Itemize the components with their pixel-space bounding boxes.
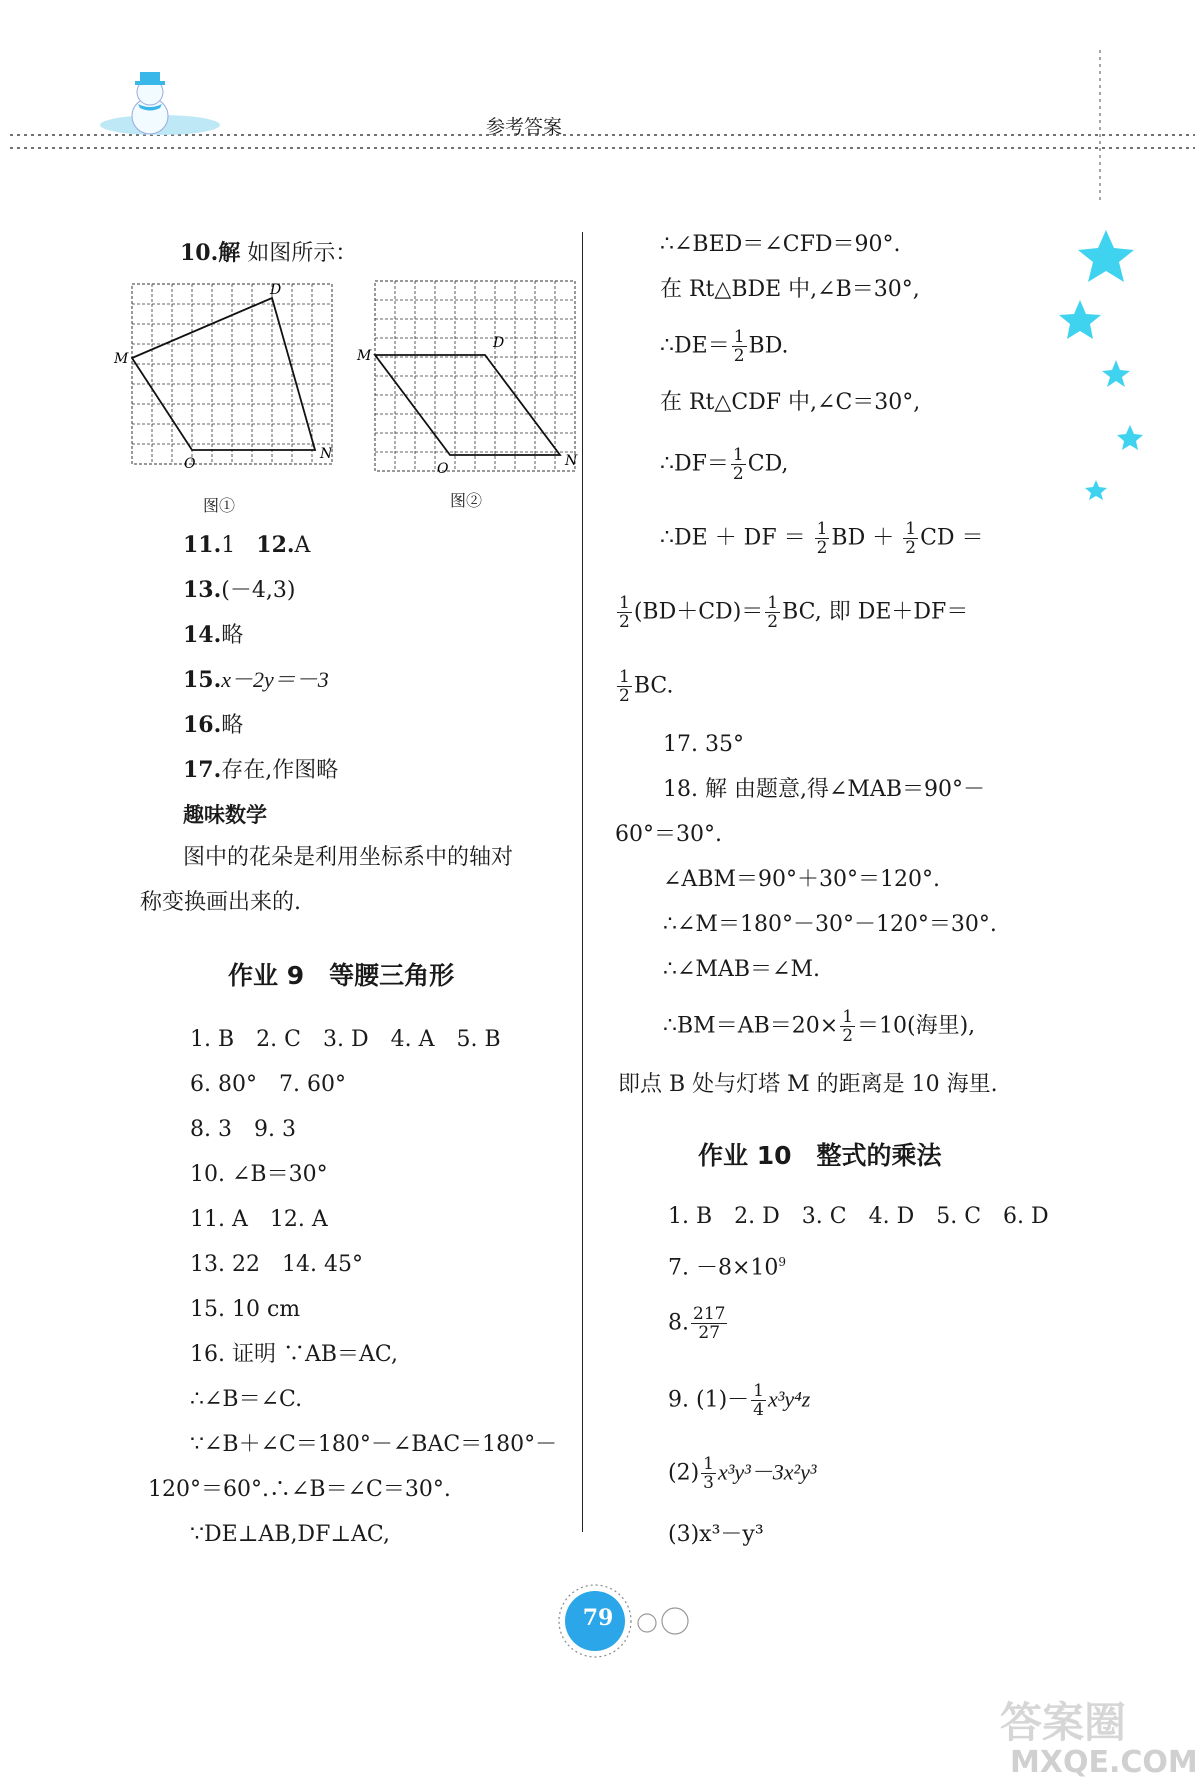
page-number: 79 <box>582 1605 614 1631</box>
hw9-row6: 13. 22 14. 45° <box>190 1252 363 1277</box>
hw9-row7: 15. 10 cm <box>190 1297 301 1322</box>
r-line4: 在 Rt△CDF 中,∠C＝30°, <box>660 390 921 415</box>
r-line7: $\frac{1}{2}$ (BD＋CD)＝ $\frac{1}{2}$ BC, 即 DE＋DF＝ <box>619 593 969 632</box>
q11-12: 11.1 12.A <box>183 532 311 558</box>
label-o: O <box>184 456 196 472</box>
fun-math-line1: 图中的花朵是利用坐标系中的轴对 <box>183 845 514 870</box>
hw9-row8: 16. 证明 ∵AB＝AC, <box>190 1342 398 1367</box>
star-icon <box>1078 230 1134 282</box>
hw10-q9-1: 9. (1)－ $\frac{1}{4}$ x³y⁴z <box>668 1381 811 1420</box>
hw10-title: 作业 10 整式的乘法 <box>698 1141 942 1170</box>
fig1-caption: 图① <box>203 496 236 515</box>
label-d: D <box>270 282 282 298</box>
hw10-row3: 8. $\frac{217}{27}$ <box>668 1304 726 1343</box>
hw9-row9: ∴∠B＝∠C. <box>190 1387 303 1412</box>
hw9-row3: 8. 3 9. 3 <box>190 1117 296 1142</box>
fig2-caption: 图② <box>450 491 483 510</box>
q13: 13.(－4,3) <box>183 577 296 603</box>
hw9-title: 作业 9 等腰三角形 <box>228 961 455 990</box>
r-q18b: 60°＝30°. <box>615 822 722 847</box>
r-line5: ∴DF＝ $\frac{1}{2}$ CD, <box>660 445 789 484</box>
r-line6: ∴DE ＋ DF ＝ $\frac{1}{2}$ BD ＋ $\frac{1}{2}$ CD ＝ <box>660 519 984 558</box>
q17: 17.存在,作图略 <box>183 757 339 783</box>
star-decoration <box>1050 230 1150 510</box>
header-title: 参考答案 <box>486 116 563 138</box>
hw10-q9-3: (3)x³－y³ <box>668 1522 764 1547</box>
star-icon <box>1085 480 1107 500</box>
watermark-logo: 答案圈 <box>1000 1698 1127 1747</box>
r-q18e: ∴∠MAB＝∠M. <box>663 957 820 982</box>
r-line2: 在 Rt△BDE 中,∠B＝30°, <box>660 277 920 302</box>
figure-1 <box>112 278 352 488</box>
label-n: N <box>320 446 333 462</box>
fun-math-title: 趣味数学 <box>183 803 267 827</box>
star-icon <box>1117 425 1143 450</box>
r-line3: ∴DE＝ $\frac{1}{2}$ BD. <box>660 327 789 366</box>
star-icon <box>1059 300 1101 339</box>
hw9-row2: 6. 80° 7. 60° <box>190 1072 346 1097</box>
q15: 15.x－2y＝－3 <box>183 667 329 693</box>
hw10-row2: 7. $-8\times 10^9$ <box>668 1255 787 1281</box>
watermark-url: MXQE.COM <box>1010 1745 1198 1780</box>
r-q18c: ∠ABM＝90°＋30°＝120°. <box>663 867 940 892</box>
r-q18g: 即点 B 处与灯塔 M 的距离是 10 海里. <box>618 1072 998 1097</box>
hw9-row11: 120°＝60°.∴∠B＝∠C＝30°. <box>148 1477 451 1502</box>
hw9-row4: 10. ∠B＝30° <box>190 1162 328 1187</box>
r-line8: $\frac{1}{2}$ BC. <box>619 667 674 706</box>
snowman-icon <box>100 72 220 135</box>
figure-2 <box>355 275 595 485</box>
q10-line: 10.解 如图所示： <box>180 240 358 266</box>
label-o2: O <box>437 461 449 477</box>
q16: 16.略 <box>183 712 244 738</box>
label-m: M <box>114 351 129 367</box>
label-n2: N <box>565 453 578 469</box>
r-line1: ∴∠BED＝∠CFD＝90°. <box>660 232 901 257</box>
hw9-row1: 1. B 2. C 3. D 4. A 5. B <box>190 1027 501 1052</box>
label-m2: M <box>357 348 372 364</box>
star-icon <box>1102 360 1130 387</box>
r-q18d: ∴∠M＝180°－30°－120°＝30°. <box>663 912 997 937</box>
r-q18a: 18. 解 由题意,得∠MAB＝90°－ <box>663 777 985 802</box>
hw10-row1: 1. B 2. D 3. C 4. D 5. C 6. D <box>668 1204 1049 1229</box>
r-q18f: ∴BM＝AB＝20× $\frac{1}{2}$ ＝10(海里), <box>663 1007 976 1046</box>
label-d2: D <box>493 335 505 351</box>
fun-math-line2: 称变换画出来的. <box>140 890 301 915</box>
hw9-row5: 11. A 12. A <box>190 1207 328 1232</box>
hw9-row10: ∵∠B＋∠C＝180°－∠BAC＝180°－ <box>190 1432 558 1457</box>
hw9-row12: ∵DE⊥AB,DF⊥AC, <box>190 1522 390 1547</box>
r-q17: 17. 35° <box>663 732 744 757</box>
hw10-q9-2: (2) $\frac{1}{3}$ x³y³－3x²y³ <box>668 1454 817 1493</box>
header-decoration <box>0 0 1201 200</box>
q14: 14.略 <box>183 622 244 648</box>
